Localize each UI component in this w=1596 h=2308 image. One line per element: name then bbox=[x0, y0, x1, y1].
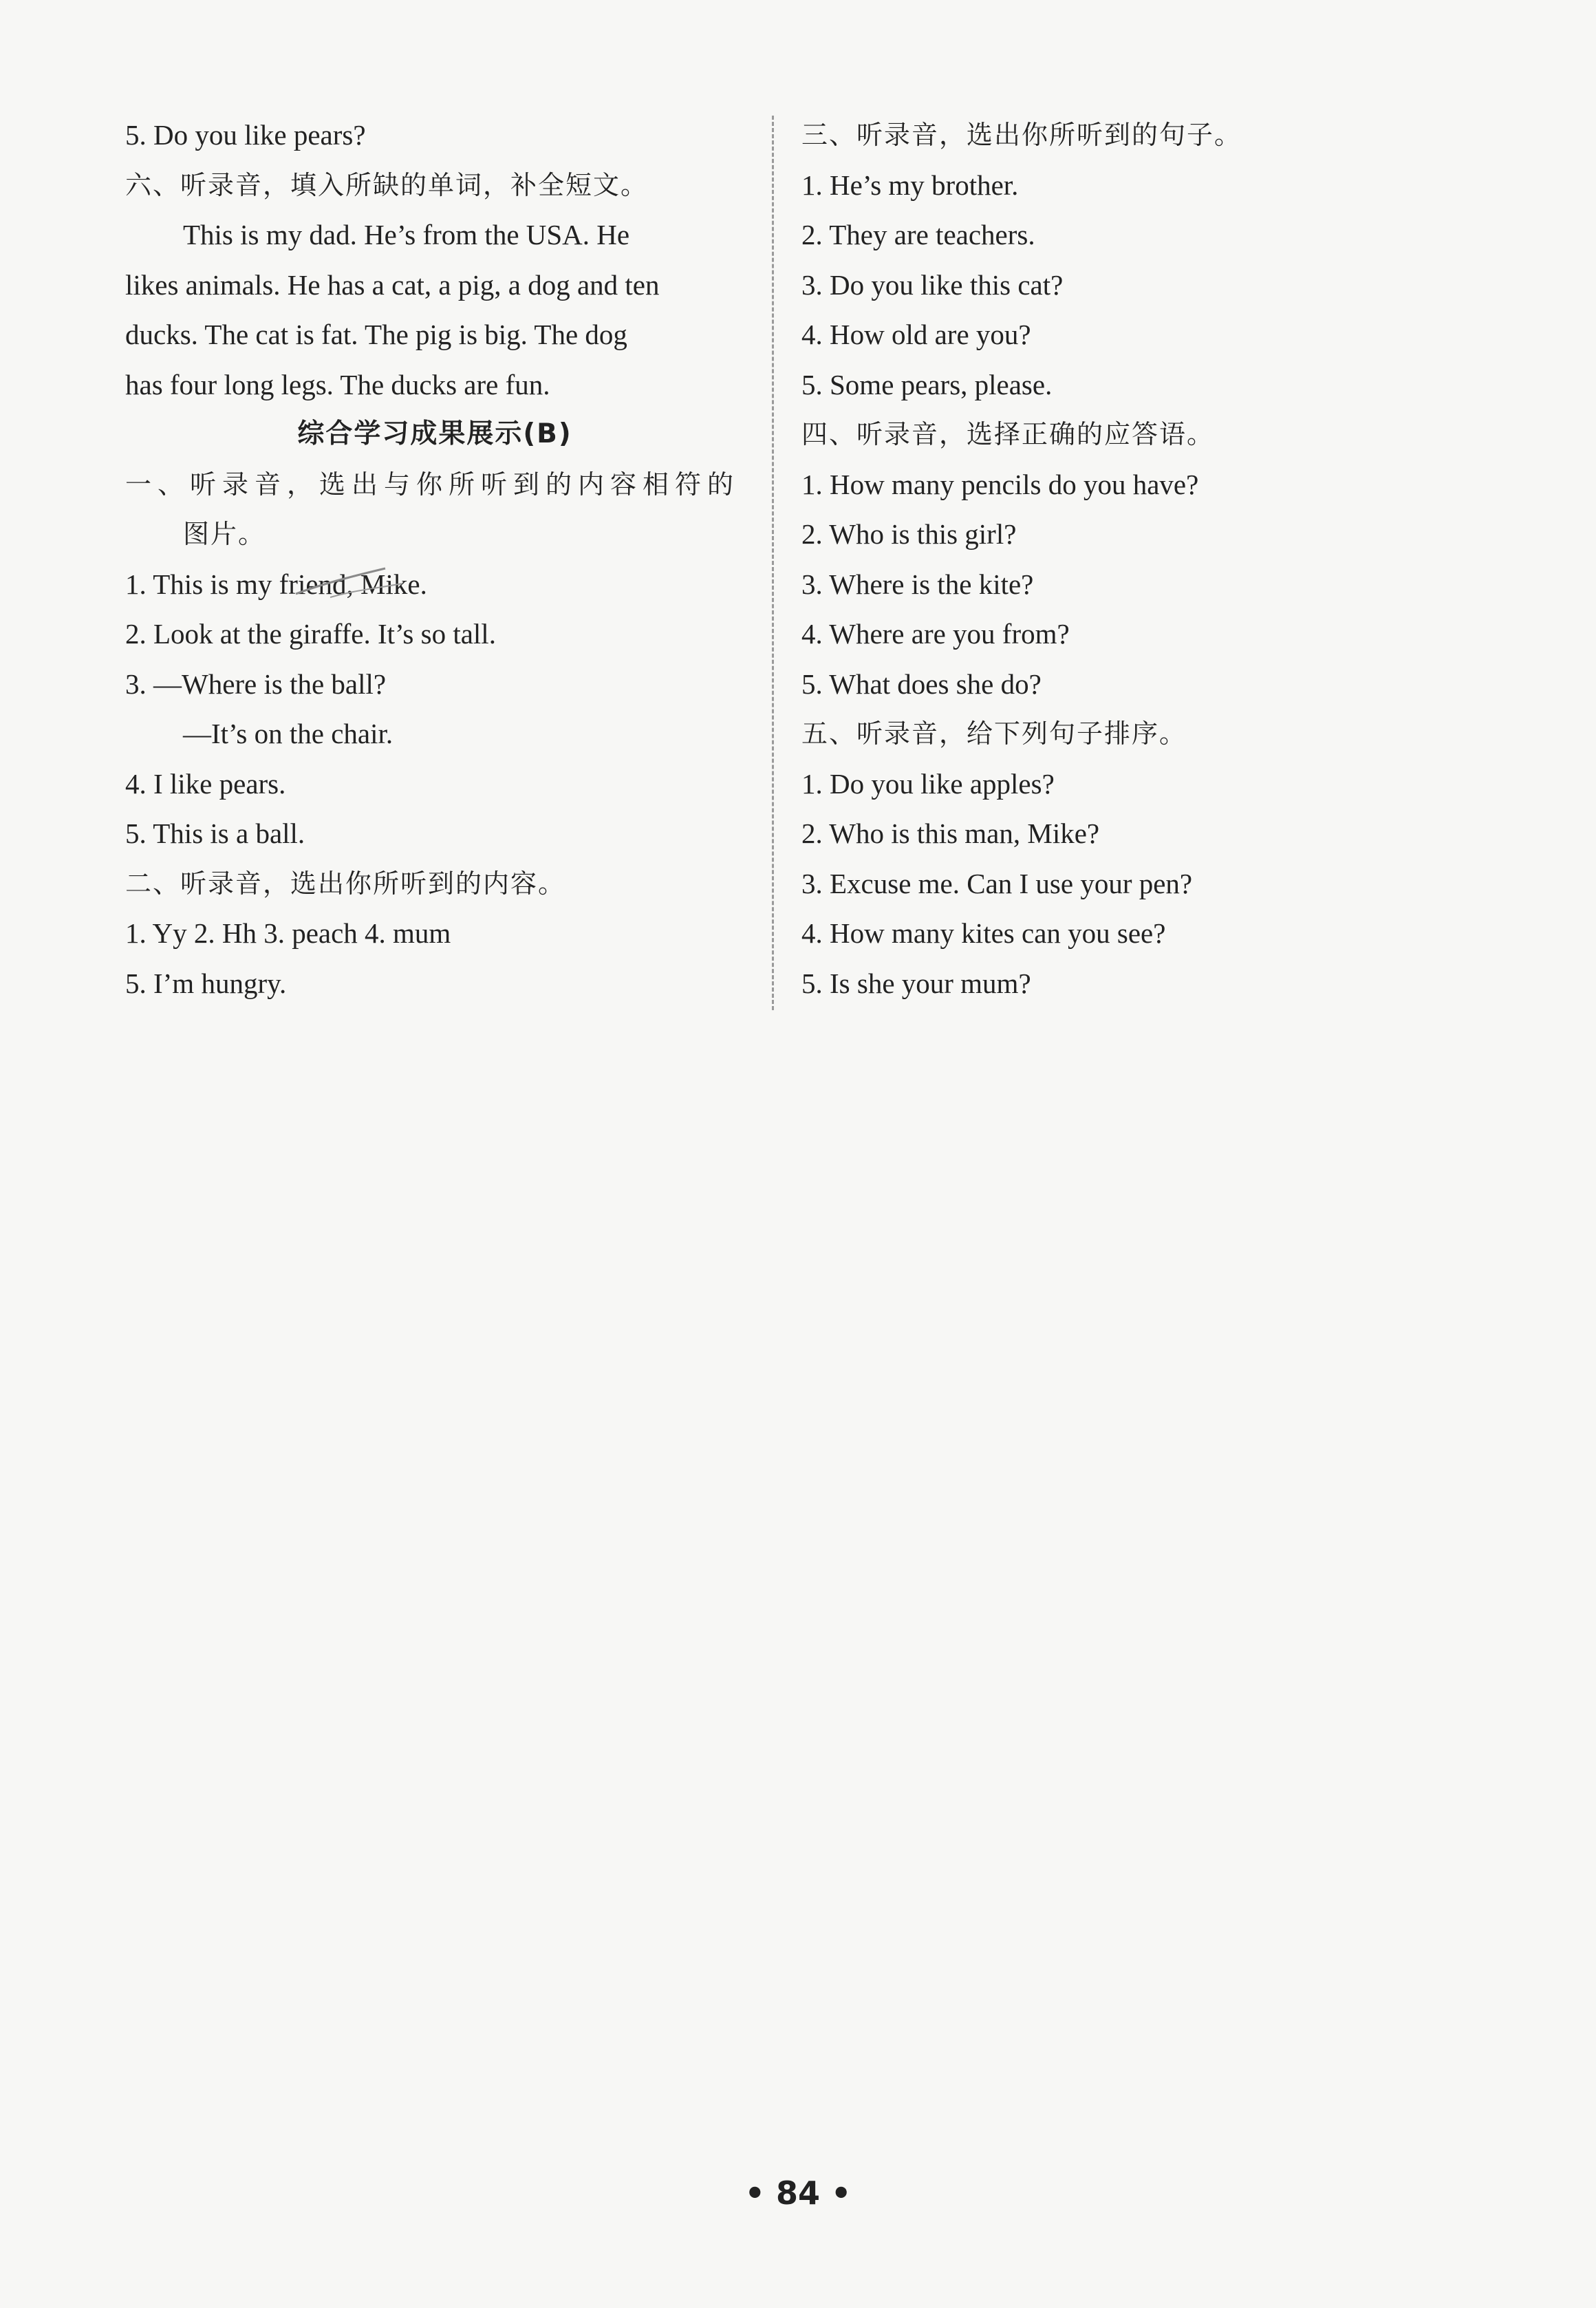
right-column bbox=[801, 110, 1421, 1008]
transcript-line: 3. Do you like this cat? bbox=[801, 268, 1064, 301]
transcript-line: —It’s on the chair. bbox=[183, 718, 393, 749]
transcript-line: 1. He’s my brother. bbox=[801, 169, 1019, 201]
passage-line: has four long legs. The ducks are fun. bbox=[125, 368, 550, 400]
transcript-line: 1. Do you like apples? bbox=[801, 767, 1055, 800]
transcript-line: 2. Who is this man, Mike? bbox=[801, 818, 1100, 849]
transcript-line: 5. Some pears, please. bbox=[801, 368, 1053, 400]
section-heading: 二、听录音，选出你所听到的内容。 bbox=[125, 868, 566, 899]
transcript-line: 3. Where is the kite? bbox=[801, 568, 1034, 600]
transcript-line: 4. How old are you? bbox=[801, 319, 1031, 350]
section-heading: 五、听录音，给下列句子排序。 bbox=[801, 718, 1187, 749]
transcript-line: 3. —Where is the ball? bbox=[125, 667, 387, 700]
transcript-line: 5. Is she your mum? bbox=[801, 967, 1031, 999]
transcript-line: 5. This is a ball. bbox=[125, 818, 305, 849]
section-heading: 四、听录音，选择正确的应答语。 bbox=[801, 419, 1215, 449]
left-column bbox=[125, 110, 744, 1008]
section-heading: 一、听录音，选出与你所听到的内容相符的 bbox=[125, 469, 740, 500]
section-heading: 三、听录音，选出你所听到的句子。 bbox=[801, 120, 1242, 150]
transcript-line: 3. Excuse me. Can I use your pen? bbox=[801, 867, 1193, 899]
passage-line: ducks. The cat is fat. The pig is big. The dog bbox=[125, 319, 627, 350]
section-title: 综合学习成果展示(B) bbox=[297, 418, 572, 449]
pencil-mark bbox=[289, 563, 413, 604]
passage-line: likes animals. He has a cat, a pig, a dog and ten bbox=[125, 268, 660, 301]
column-divider bbox=[772, 116, 774, 1010]
section-heading: 六、听录音，填入所缺的单词，补全短文。 bbox=[125, 169, 649, 200]
transcript-line: 5. What does she do? bbox=[801, 667, 1042, 700]
transcript-line: 2. They are teachers. bbox=[801, 219, 1035, 250]
transcript-line: 4. I like pears. bbox=[125, 767, 286, 800]
transcript-line: 5. I’m hungry. bbox=[125, 967, 287, 999]
transcript-line: 2. Look at the giraffe. It’s so tall. bbox=[125, 618, 496, 650]
passage-line: This is my dad. He’s from the USA. He bbox=[183, 219, 630, 250]
transcript-line: 4. Where are you from? bbox=[801, 618, 1070, 650]
page-number: • 84 • bbox=[744, 2175, 852, 2212]
transcript-line: 1. Yy 2. Hh 3. peach 4. mum bbox=[125, 917, 451, 949]
transcript-line: 5. Do you like pears? bbox=[125, 119, 366, 151]
transcript-line: 4. How many kites can you see? bbox=[801, 917, 1166, 949]
section-heading-continuation: 图片。 bbox=[183, 519, 266, 549]
transcript-line: 1. This is my friend, Mike. bbox=[125, 568, 427, 600]
passage-paragraph bbox=[125, 210, 744, 409]
transcript-line: 1. How many pencils do you have? bbox=[801, 468, 1199, 500]
transcript-line: 2. Who is this girl? bbox=[801, 518, 1017, 550]
